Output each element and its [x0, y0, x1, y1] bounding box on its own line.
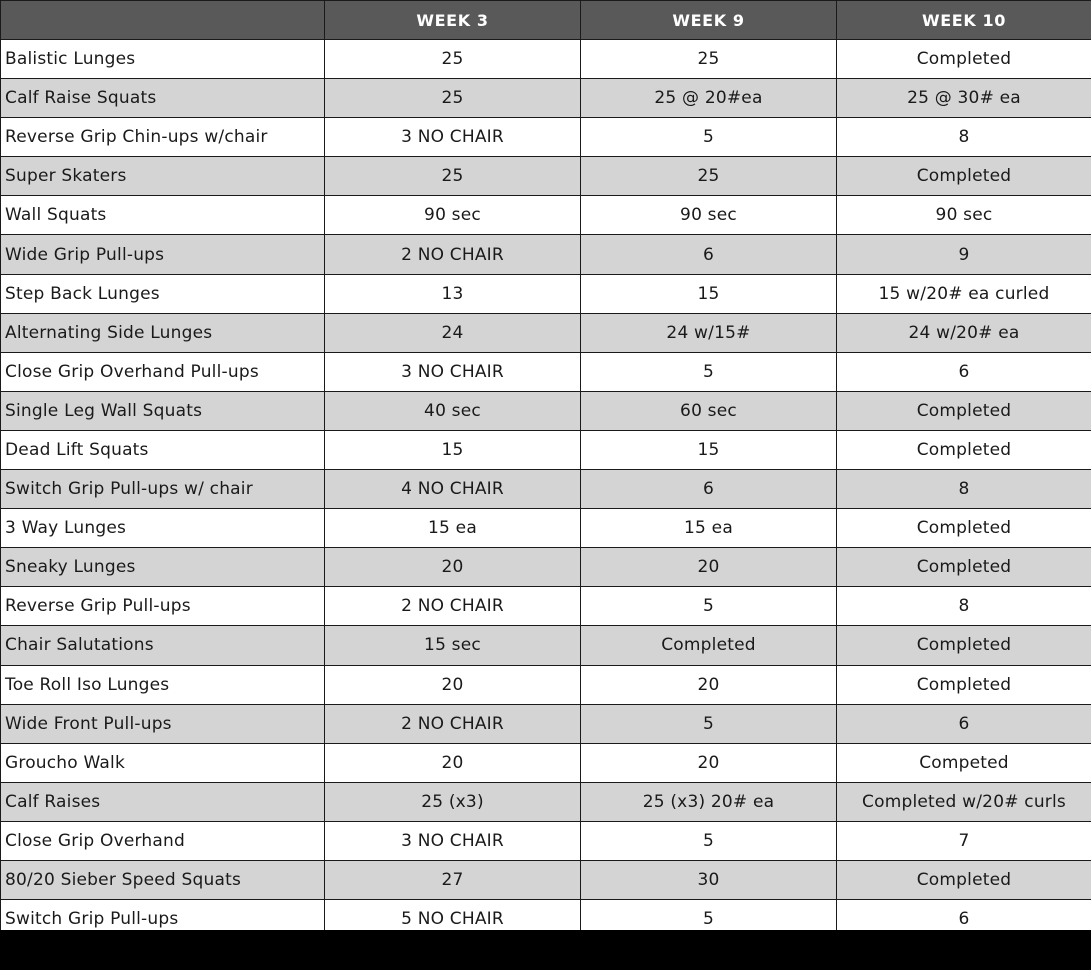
week-10-value: 6 [837, 352, 1091, 391]
week-3-value: 2 NO CHAIR [325, 235, 581, 274]
week-3-value: 25 [325, 157, 581, 196]
week-3-value: 4 NO CHAIR [325, 470, 581, 509]
exercise-name: Calf Raise Squats [1, 79, 325, 118]
table-row [1, 626, 1091, 665]
week-9-value: 15 [581, 274, 837, 313]
exercise-name: Super Skaters [1, 157, 325, 196]
table-row [1, 79, 1091, 118]
week-3-value: 20 [325, 743, 581, 782]
week-9-value: 20 [581, 548, 837, 587]
week-9-value: 24 w/15# [581, 313, 837, 352]
table-row [1, 704, 1091, 743]
week-3-value: 3 NO CHAIR [325, 118, 581, 157]
week-9-value: 5 [581, 352, 837, 391]
week-3-value: 13 [325, 274, 581, 313]
exercise-name: Wall Squats [1, 196, 325, 235]
table-row [1, 665, 1091, 704]
week-3-value: 25 [325, 40, 581, 79]
table-row [1, 743, 1091, 782]
exercise-name: Wide Grip Pull-ups [1, 235, 325, 274]
week-9-value: 25 (x3) 20# ea [581, 782, 837, 821]
week-3-value: 25 [325, 79, 581, 118]
table-row [1, 235, 1091, 274]
exercise-name: Close Grip Overhand [1, 821, 325, 860]
exercise-name: Close Grip Overhand Pull-ups [1, 352, 325, 391]
week-3-value: 2 NO CHAIR [325, 704, 581, 743]
week-10-value: Completed [837, 509, 1091, 548]
header-week-9: WEEK 9 [581, 1, 837, 40]
week-10-value: 8 [837, 118, 1091, 157]
exercise-name: Chair Salutations [1, 626, 325, 665]
week-3-value: 15 [325, 430, 581, 469]
table-row [1, 860, 1091, 899]
week-9-value: 60 sec [581, 391, 837, 430]
week-9-value: 6 [581, 235, 837, 274]
week-10-value: Competed [837, 743, 1091, 782]
exercise-name: 3 Way Lunges [1, 509, 325, 548]
header-exercise [1, 1, 325, 40]
week-9-value: Completed [581, 626, 837, 665]
table-row [1, 118, 1091, 157]
exercise-name: Dead Lift Squats [1, 430, 325, 469]
week-10-value: Completed [837, 40, 1091, 79]
table-row [1, 352, 1091, 391]
week-9-value: 15 [581, 430, 837, 469]
table-row [1, 509, 1091, 548]
week-3-value: 15 ea [325, 509, 581, 548]
table-row [1, 430, 1091, 469]
week-10-value: 24 w/20# ea [837, 313, 1091, 352]
week-10-value: 9 [837, 235, 1091, 274]
week-3-value: 24 [325, 313, 581, 352]
week-9-value: 90 sec [581, 196, 837, 235]
exercise-name: Sneaky Lunges [1, 548, 325, 587]
week-10-value: 8 [837, 470, 1091, 509]
exercise-name: Step Back Lunges [1, 274, 325, 313]
exercise-name: Alternating Side Lunges [1, 313, 325, 352]
week-3-value: 27 [325, 860, 581, 899]
week-9-value: 5 [581, 821, 837, 860]
table-row [1, 782, 1091, 821]
exercise-name: Calf Raises [1, 782, 325, 821]
week-3-value: 3 NO CHAIR [325, 821, 581, 860]
week-3-value: 40 sec [325, 391, 581, 430]
week-10-value: Completed [837, 626, 1091, 665]
week-9-value: 20 [581, 665, 837, 704]
table-row [1, 157, 1091, 196]
week-9-value: 25 [581, 40, 837, 79]
week-3-value: 20 [325, 665, 581, 704]
week-10-value: 6 [837, 900, 1091, 939]
table-row [1, 391, 1091, 430]
exercise-name: Switch Grip Pull-ups w/ chair [1, 470, 325, 509]
week-9-value: 5 [581, 587, 837, 626]
week-9-value: 20 [581, 743, 837, 782]
table-row [1, 548, 1091, 587]
week-10-value: 8 [837, 587, 1091, 626]
week-3-value: 2 NO CHAIR [325, 587, 581, 626]
exercise-name: Balistic Lunges [1, 40, 325, 79]
exercise-name: Toe Roll Iso Lunges [1, 665, 325, 704]
week-10-value: Completed [837, 860, 1091, 899]
week-3-value: 20 [325, 548, 581, 587]
header-week-3: WEEK 3 [325, 1, 581, 40]
week-3-value: 25 (x3) [325, 782, 581, 821]
week-10-value: Completed [837, 665, 1091, 704]
exercise-name: Reverse Grip Chin-ups w/chair [1, 118, 325, 157]
week-9-value: 25 @ 20#ea [581, 79, 837, 118]
week-9-value: 5 [581, 704, 837, 743]
week-10-value: Completed w/20# curls [837, 782, 1091, 821]
week-9-value: 30 [581, 860, 837, 899]
table-row [1, 40, 1091, 79]
week-3-value: 15 sec [325, 626, 581, 665]
week-10-value: 7 [837, 821, 1091, 860]
exercise-name: Wide Front Pull-ups [1, 704, 325, 743]
week-9-value: 25 [581, 157, 837, 196]
header-row [1, 1, 1091, 40]
week-10-value: Completed [837, 157, 1091, 196]
exercise-name: Reverse Grip Pull-ups [1, 587, 325, 626]
week-3-value: 90 sec [325, 196, 581, 235]
table-row [1, 274, 1091, 313]
week-9-value: 15 ea [581, 509, 837, 548]
week-3-value: 5 NO CHAIR [325, 900, 581, 939]
week-9-value: 6 [581, 470, 837, 509]
table-row [1, 587, 1091, 626]
exercise-name: Single Leg Wall Squats [1, 391, 325, 430]
bottom-black-band [0, 930, 1091, 970]
table-row [1, 821, 1091, 860]
exercise-name: 80/20 Sieber Speed Squats [1, 860, 325, 899]
exercise-name: Groucho Walk [1, 743, 325, 782]
table-row [1, 196, 1091, 235]
exercise-name: Switch Grip Pull-ups [1, 900, 325, 939]
table-row [1, 313, 1091, 352]
header-week-10: WEEK 10 [837, 1, 1091, 40]
week-3-value: 3 NO CHAIR [325, 352, 581, 391]
week-10-value: Completed [837, 548, 1091, 587]
week-9-value: 5 [581, 900, 837, 939]
week-10-value: Completed [837, 430, 1091, 469]
week-10-value: 90 sec [837, 196, 1091, 235]
table-row [1, 470, 1091, 509]
week-10-value: 15 w/20# ea curled [837, 274, 1091, 313]
week-10-value: Completed [837, 391, 1091, 430]
week-10-value: 6 [837, 704, 1091, 743]
week-10-value: 25 @ 30# ea [837, 79, 1091, 118]
week-9-value: 5 [581, 118, 837, 157]
